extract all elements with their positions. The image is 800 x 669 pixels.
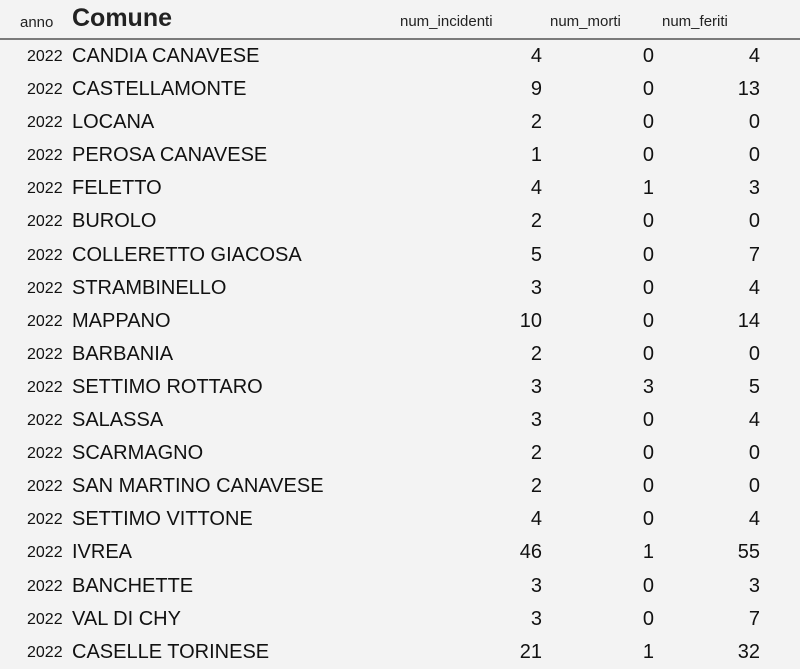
cell-comune: SETTIMO VITTONE [72, 508, 253, 531]
cell-num-morti: 1 [642, 640, 654, 663]
cell-num-feriti: 32 [737, 640, 760, 663]
cell-comune: SCARMAGNO [72, 442, 204, 465]
cell-comune: IVREA [72, 541, 133, 564]
header-num-morti: num_morti [550, 13, 621, 30]
cell-num-incidenti: 10 [519, 309, 542, 332]
cell-anno: 2022 [27, 114, 63, 132]
cell-anno: 2022 [27, 445, 63, 463]
cell-comune: BUROLO [72, 210, 157, 233]
table-row [0, 338, 800, 371]
cell-num-morti: 0 [642, 475, 654, 498]
cell-comune: PEROSA CANAVESE [72, 144, 268, 167]
table-row [0, 305, 800, 338]
cell-anno: 2022 [27, 312, 63, 330]
table-row [0, 205, 800, 238]
cell-num-incidenti: 3 [530, 409, 542, 432]
cell-anno: 2022 [27, 147, 63, 165]
table-row [0, 371, 800, 404]
cell-anno: 2022 [27, 213, 63, 231]
cell-num-morti: 0 [642, 309, 654, 332]
cell-comune: SETTIMO ROTTARO [72, 375, 263, 398]
cell-comune: CASELLE TORINESE [72, 640, 270, 663]
cell-anno: 2022 [27, 544, 63, 562]
cell-num-feriti: 4 [748, 409, 760, 432]
cell-num-morti: 0 [642, 574, 654, 597]
cell-comune: BARBANIA [72, 342, 174, 365]
cell-comune: CASTELLAMONTE [72, 78, 247, 101]
cell-num-incidenti: 4 [530, 508, 542, 531]
cell-anno: 2022 [27, 378, 63, 396]
cell-num-incidenti: 3 [530, 607, 542, 630]
cell-num-incidenti: 3 [530, 574, 542, 597]
cell-num-morti: 0 [642, 144, 654, 167]
cell-num-feriti: 0 [748, 475, 760, 498]
cell-anno: 2022 [27, 345, 63, 363]
cell-num-feriti: 14 [737, 309, 760, 332]
table-row [0, 73, 800, 106]
cell-num-morti: 0 [642, 210, 654, 233]
cell-num-incidenti: 2 [530, 210, 542, 233]
cell-num-feriti: 3 [748, 574, 760, 597]
cell-num-feriti: 4 [748, 45, 760, 67]
table-row [0, 437, 800, 470]
cell-num-morti: 0 [642, 442, 654, 465]
table-row [0, 172, 800, 205]
table-row [0, 404, 800, 437]
cell-comune: CANDIA CANAVESE [72, 45, 260, 67]
table-body [0, 40, 800, 669]
cell-anno: 2022 [27, 412, 63, 430]
cell-anno: 2022 [27, 48, 63, 65]
cell-num-feriti: 0 [748, 111, 760, 134]
cell-comune: STRAMBINELLO [72, 276, 227, 299]
cell-anno: 2022 [27, 643, 63, 661]
cell-num-incidenti: 9 [530, 78, 542, 101]
cell-anno: 2022 [27, 246, 63, 264]
cell-num-incidenti: 3 [530, 375, 542, 398]
cell-num-feriti: 0 [748, 442, 760, 465]
cell-anno: 2022 [27, 577, 63, 595]
cell-anno: 2022 [27, 511, 63, 529]
cell-num-incidenti: 46 [519, 541, 542, 564]
table-row [0, 570, 800, 603]
cell-num-feriti: 4 [748, 508, 760, 531]
cell-comune: COLLERETTO GIACOSA [72, 243, 302, 266]
table-row [0, 536, 800, 569]
table-row [0, 239, 800, 272]
cell-num-morti: 1 [642, 541, 654, 564]
header-num-feriti: num_feriti [662, 13, 728, 30]
cell-num-feriti: 3 [748, 177, 760, 200]
header-num-incidenti: num_incidenti [400, 13, 493, 30]
cell-num-morti: 0 [642, 276, 654, 299]
cell-num-morti: 0 [642, 111, 654, 134]
cell-comune: BANCHETTE [72, 574, 194, 597]
cell-num-incidenti: 1 [530, 144, 542, 167]
cell-comune: MAPPANO [72, 309, 171, 332]
cell-num-incidenti: 4 [530, 177, 542, 200]
cell-num-morti: 0 [642, 342, 654, 365]
cell-num-feriti: 7 [748, 607, 760, 630]
cell-num-incidenti: 4 [530, 45, 542, 67]
table-row [0, 603, 800, 636]
cell-anno: 2022 [27, 478, 63, 496]
header-anno: anno [20, 14, 54, 31]
cell-num-incidenti: 2 [530, 342, 542, 365]
cell-num-incidenti: 21 [519, 640, 542, 663]
cell-num-feriti: 5 [748, 375, 760, 398]
table-row [0, 40, 800, 73]
cell-num-morti: 0 [642, 78, 654, 101]
cell-num-feriti: 0 [748, 342, 760, 365]
cell-num-morti: 3 [642, 375, 654, 398]
cell-num-feriti: 13 [737, 78, 760, 101]
cell-num-incidenti: 2 [530, 442, 542, 465]
header-comune: Comune [72, 4, 172, 32]
cell-anno: 2022 [27, 81, 63, 99]
cell-num-incidenti: 2 [530, 475, 542, 498]
table-header [0, 0, 800, 40]
cell-num-morti: 0 [642, 508, 654, 531]
cell-num-morti: 0 [642, 409, 654, 432]
cell-comune: LOCANA [72, 111, 155, 134]
cell-num-feriti: 55 [737, 541, 760, 564]
cell-num-incidenti: 2 [530, 111, 542, 134]
cell-num-feriti: 7 [748, 243, 760, 266]
cell-anno: 2022 [27, 279, 63, 297]
cell-anno: 2022 [27, 610, 63, 628]
cell-comune: SALASSA [72, 409, 164, 432]
cell-num-morti: 1 [642, 177, 654, 200]
cell-comune: VAL DI CHY [72, 607, 181, 630]
cell-num-feriti: 0 [748, 144, 760, 167]
table-row [0, 636, 800, 669]
cell-num-morti: 0 [642, 243, 654, 266]
cell-num-feriti: 4 [748, 276, 760, 299]
table-row [0, 272, 800, 305]
cell-num-morti: 0 [642, 607, 654, 630]
cell-num-feriti: 0 [748, 210, 760, 233]
table-row [0, 106, 800, 139]
cell-anno: 2022 [27, 180, 63, 198]
cell-num-incidenti: 5 [530, 243, 542, 266]
table-row [0, 503, 800, 536]
cell-num-incidenti: 3 [530, 276, 542, 299]
cell-num-morti: 0 [642, 45, 654, 67]
table-row [0, 139, 800, 172]
cell-comune: FELETTO [72, 177, 162, 200]
table-row [0, 470, 800, 503]
cell-comune: SAN MARTINO CANAVESE [72, 475, 324, 498]
